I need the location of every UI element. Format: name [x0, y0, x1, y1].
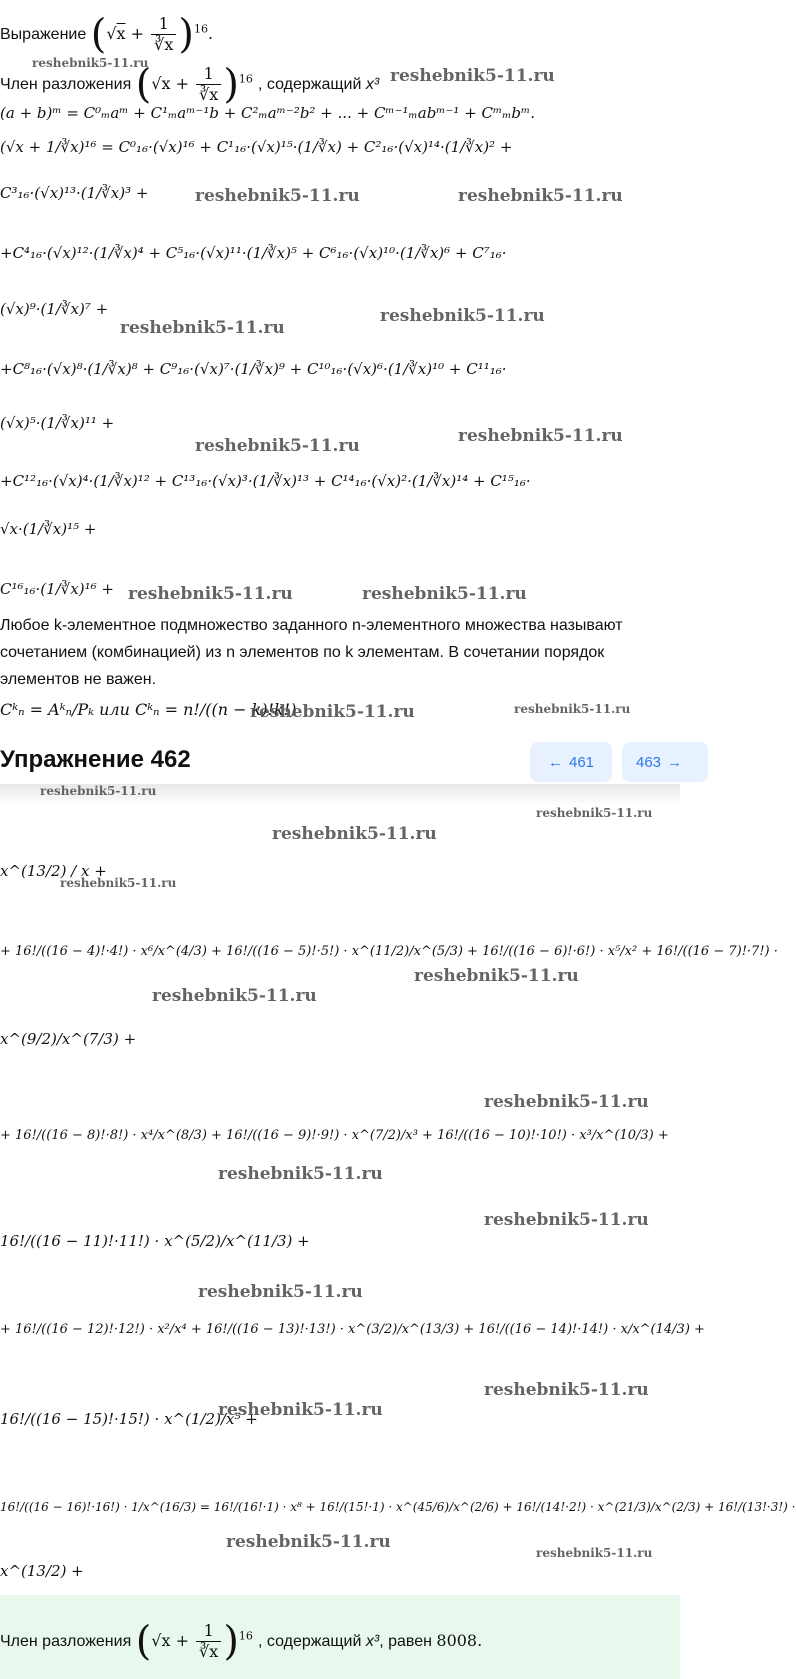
watermark: reshebnik5-11.ru: [218, 1400, 383, 1420]
watermark: reshebnik5-11.ru: [390, 66, 555, 86]
watermark: reshebnik5-11.ru: [484, 1380, 649, 1400]
expansion-line-8: √x·(1/∛x)¹⁵ +: [0, 520, 97, 538]
member-line: Член разложения (√x + $\frac{1}{∛x}$ )$^{16}$ , содержащий x³: [0, 61, 380, 108]
watermark: reshebnik5-11.ru: [226, 1532, 391, 1552]
watermark: reshebnik5-11.ru: [40, 784, 157, 798]
expansion-line-9: C¹⁶₁₆·(1/∛x)¹⁶ +: [0, 580, 114, 598]
watermark: reshebnik5-11.ru: [380, 306, 545, 326]
answer-text: Член разложения (√x + $\frac{1}{∛x}$ )$^{16}$ , содержащий x³, равен 8008.: [0, 1618, 483, 1665]
arrow-left-icon: ←: [547, 753, 563, 771]
solution-line-7: 16!/((16 − 15)!·15!) · x^(1/2)/x⁵ +: [0, 1410, 258, 1428]
combination-text: Любое k-элементное подмножество заданного n-элементного множества называют сочетанием (комбинацией) из n элементов по k элементам. В сочетании порядок элементов не важен.: [0, 617, 623, 688]
answer-box: [0, 1595, 680, 1679]
solution-line-9: x^(13/2) +: [0, 1562, 84, 1580]
arrow-right-icon: →: [667, 753, 683, 771]
solution-line-6: + 16!/((16 − 12)!·12!) · x²/x⁴ + 16!/((16 − 13)!·13!) · x^(3/2)/x^(13/3) + 16!/((16 − 14)!·14!) · x/x^(14/3) +: [0, 1322, 705, 1337]
watermark: reshebnik5-11.ru: [536, 1546, 653, 1560]
solution-line-8: 16!/((16 − 16)!·16!) · 1/x^(16/3) = 16!/(16!·1) · x⁸ + 16!/(15!·1) · x^(45/6)/x^(2/6) + 16!/(14!·2!) · x^(21/3)/x^(2/3) + 16!/(13!·3!) ·: [0, 1500, 796, 1514]
solution-line-4: + 16!/((16 − 8)!·8!) · x⁴/x^(8/3) + 16!/((16 − 9)!·9!) · x^(7/2)/x³ + 16!/((16 − 10)!·10!) · x³/x^(10/3) +: [0, 1128, 669, 1143]
watermark: reshebnik5-11.ru: [484, 1210, 649, 1230]
combination-formula: Cᵏₙ = Aᵏₙ/Pₖ или Cᵏₙ = n!/((n − k)!k!): [0, 700, 297, 719]
watermark: reshebnik5-11.ru: [362, 584, 527, 604]
watermark: reshebnik5-11.ru: [536, 806, 653, 820]
watermark: reshebnik5-11.ru: [458, 426, 623, 446]
watermark: reshebnik5-11.ru: [414, 966, 579, 986]
solution-line-5: 16!/((16 − 11)!·11!) · x^(5/2)/x^(11/3) +: [0, 1232, 310, 1250]
watermark: reshebnik5-11.ru: [198, 1282, 363, 1302]
watermark: reshebnik5-11.ru: [272, 824, 437, 844]
watermark: reshebnik5-11.ru: [120, 318, 285, 338]
exercise-title: Упражнение 462: [0, 746, 191, 773]
watermark: reshebnik5-11.ru: [195, 436, 360, 456]
watermark: reshebnik5-11.ru: [514, 702, 631, 716]
watermark: reshebnik5-11.ru: [484, 1092, 649, 1112]
binomial-formula: (a + b)ᵐ = C⁰ₘaᵐ + C¹ₘaᵐ⁻¹b + C²ₘaᵐ⁻²b² + ... + Cᵐ⁻¹ₘabᵐ⁻¹ + Cᵐₘbᵐ.: [0, 104, 535, 122]
prev-exercise-button[interactable]: ← 461: [530, 742, 612, 782]
solution-line-1: x^(13/2) / x +: [0, 862, 107, 880]
expansion-line-2: C³₁₆·(√x)¹³·(1/∛x)³ +: [0, 184, 149, 202]
watermark: reshebnik5-11.ru: [152, 986, 317, 1006]
solution-line-3: x^(9/2)/x^(7/3) +: [0, 1030, 137, 1048]
watermark: reshebnik5-11.ru: [195, 186, 360, 206]
expansion-line-1: (√x + 1/∛x)¹⁶ = C⁰₁₆·(√x)¹⁶ + C¹₁₆·(√x)¹⁵·(1/∛x) + C²₁₆·(√x)¹⁴·(1/∛x)² +: [0, 138, 513, 156]
expansion-line-3: +C⁴₁₆·(√x)¹²·(1/∛x)⁴ + C⁵₁₆·(√x)¹¹·(1/∛x)⁵ + C⁶₁₆·(√x)¹⁰·(1/∛x)⁶ + C⁷₁₆·: [0, 244, 507, 262]
solution-line-2: + 16!/((16 − 4)!·4!) · x⁶/x^(4/3) + 16!/((16 − 5)!·5!) · x^(11/2)/x^(5/3) + 16!/((16 − 6)!·6!) · x⁵/x² + 16!/((16 − 7)!·7!) ·: [0, 944, 778, 959]
expansion-line-7: +C¹²₁₆·(√x)⁴·(1/∛x)¹² + C¹³₁₆·(√x)³·(1/∛x)¹³ + C¹⁴₁₆·(√x)²·(1/∛x)¹⁴ + C¹⁵₁₆·: [0, 472, 531, 490]
expression-line: Выражение (√x + $\frac{1}{∛x}$ )$^{16}$.: [0, 11, 214, 58]
watermark: reshebnik5-11.ru: [250, 702, 415, 722]
watermark: reshebnik5-11.ru: [32, 56, 149, 70]
expansion-line-5: +C⁸₁₆·(√x)⁸·(1/∛x)⁸ + C⁹₁₆·(√x)⁷·(1/∛x)⁹ + C¹⁰₁₆·(√x)⁶·(1/∛x)¹⁰ + C¹¹₁₆·: [0, 360, 507, 378]
expansion-line-4: (√x)⁹·(1/∛x)⁷ +: [0, 300, 109, 318]
expansion-line-6: (√x)⁵·(1/∛x)¹¹ +: [0, 414, 115, 432]
watermark: reshebnik5-11.ru: [128, 584, 293, 604]
watermark: reshebnik5-11.ru: [458, 186, 623, 206]
watermark: reshebnik5-11.ru: [218, 1164, 383, 1184]
next-exercise-button[interactable]: 463 →: [622, 742, 708, 782]
watermark: reshebnik5-11.ru: [60, 876, 177, 890]
